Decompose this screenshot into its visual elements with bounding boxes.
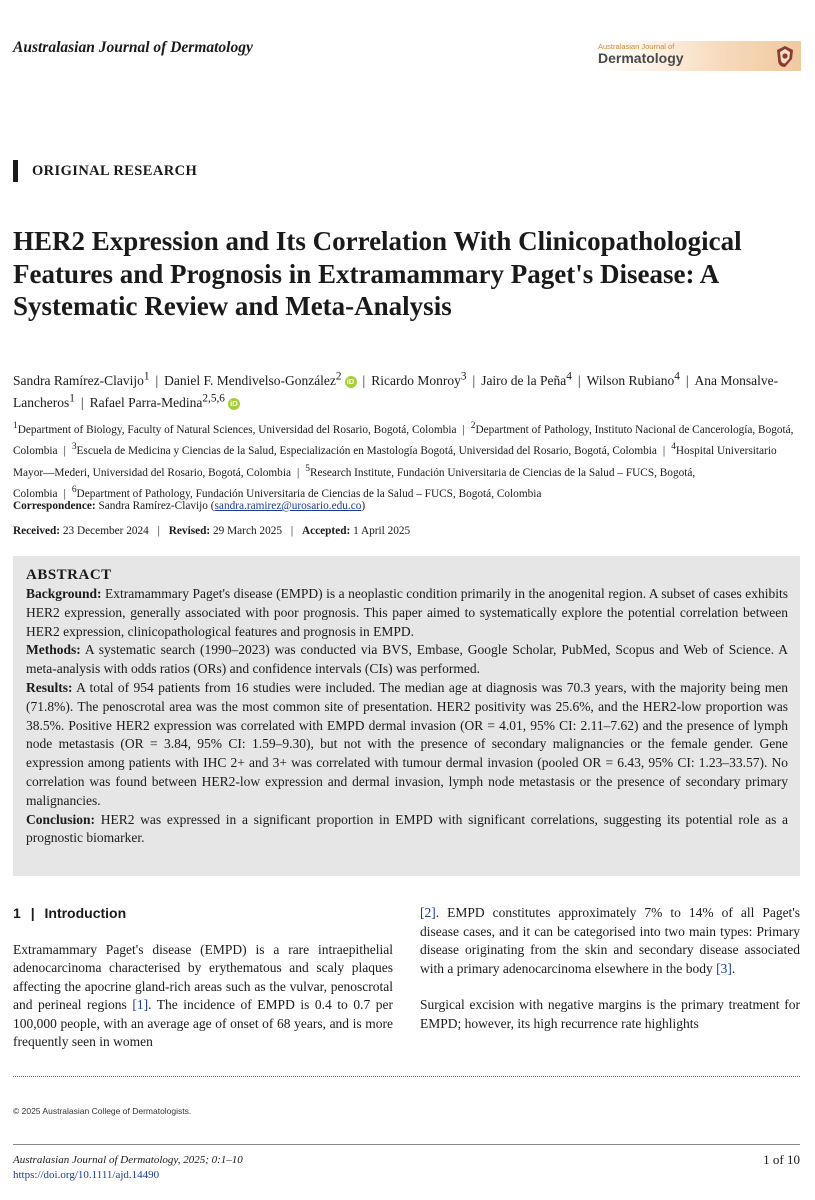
abstract-section-label: Methods: <box>26 642 81 658</box>
affiliation-text: Department of Biology, Faculty of Natural Sciences, Universidad del Rosario, Bogotá, Colombia <box>17 423 457 436</box>
author-affiliation-number: 2,5,6 <box>202 392 225 405</box>
author-list: Sandra Ramírez-Clavijo$^1$ | Daniel F. Mendivelso-González$^2$ iD | Ricardo Monroy$^3$ | Jairo de la Peña$^4$ | Wilson Rubiano$^4$ | Ana Monsalve-Lancheros$^1$ | Rafael Parra-Medina$^{2,5,6}$ iD <box>13 370 779 410</box>
abstract-section-label: Conclusion: <box>26 811 96 827</box>
author-affiliation-number: 1 <box>143 370 150 382</box>
footer-journal-ref: Australasian Journal of Dermatology, 2025; 0:1–10 <box>13 1154 243 1166</box>
citation-link[interactable]: [3] <box>716 960 732 976</box>
abstract-section <box>26 679 788 811</box>
citation-link[interactable]: [1] <box>132 997 149 1012</box>
author-affiliation-number: 1 <box>69 392 75 405</box>
abstract-section <box>26 641 788 679</box>
affiliation-number: 2 <box>470 421 476 431</box>
accepted-label: Accepted: <box>301 525 351 537</box>
citation-link[interactable]: [2] <box>420 905 436 920</box>
abstract-box <box>13 556 800 876</box>
author-affiliation-number: 4 <box>566 370 572 382</box>
abstract-section <box>26 811 788 849</box>
author <box>89 392 240 410</box>
author-name: Rafael Parra-Medina <box>89 395 203 410</box>
affiliation-number: 5 <box>305 464 310 475</box>
author-affiliation-number: 2 <box>335 370 342 382</box>
affiliation <box>71 485 542 501</box>
divider <box>13 1076 800 1077</box>
author <box>586 370 680 388</box>
author-name: Ana Monsalve-Lancheros <box>13 372 779 410</box>
doi-link[interactable]: https://doi.org/10.1111/ajd.14490 <box>13 1169 160 1181</box>
affiliation-number: 1 <box>13 421 18 431</box>
correspondence-name: Sandra Ramírez-Clavijo <box>98 500 208 512</box>
abstract-section-text: HER2 was expressed in a significant proportion in EMPD with significant correlations, suggesting its potential role as a prognostic biomarker. <box>26 811 789 846</box>
received-date: 23 December 2024 <box>62 525 149 537</box>
affiliation <box>13 421 457 436</box>
correspondence-email-link[interactable]: sandra.ramirez@urosario.edu.co <box>214 500 362 512</box>
author-affiliation-number: 4 <box>674 370 680 382</box>
affiliation-text: Research Institute, Fundación Universitaria de Ciencias de la Salud – FUCS, Bogotá, Colombia <box>13 466 696 501</box>
author-name: Sandra Ramírez-Clavijo <box>13 372 144 388</box>
intro-title: Introduction <box>44 905 127 921</box>
page-number: 1 of 10 <box>763 1152 800 1167</box>
orcid-icon[interactable]: iD <box>345 376 357 388</box>
abstract-section-label: Background: <box>26 586 102 601</box>
affiliations: $^1$Department of Biology, Faculty of Natural Sciences, Universidad del Rosario, Bogotá, Colombia | $^2$Department of Pathology, Instituto Nacional de Cancerología, Bogotá, Colombia | $^3$Escuela de Medicina y Ciencias de la Salud, Especialización en Mastología Bogotá, Universidad del Rosario, Bogotá, Colombia | $^4$Hospital Universitario Mayor—Mederi, Universidad del Rosario, Bogotá, Colombia | $^5$Research Institute, Fundación Universitaria de Ciencias de la Salud – FUCS, Bogotá, Colombia | $^6$Department of Pathology, Fundación Universitaria de Ciencias de la Salud – FUCS, Bogotá, Colombia <box>13 421 794 501</box>
affiliation-number: 4 <box>671 442 676 453</box>
intro-right-column <box>420 904 800 1051</box>
journal-logo <box>594 41 801 71</box>
intro-heading <box>13 904 393 923</box>
author-affiliation-number: 3 <box>460 370 467 382</box>
intro-number: 1 <box>13 905 21 921</box>
author-name: Wilson Rubiano <box>586 372 675 388</box>
intro-separator: | <box>30 905 35 921</box>
author-name: Jairo de la Peña <box>481 372 567 388</box>
author <box>481 370 572 388</box>
correspondence-label: Correspondence: <box>13 500 96 512</box>
affiliation-number: 6 <box>71 485 77 496</box>
received-label: Received: <box>13 525 61 537</box>
intro-paragraph: [2]. EMPD constitutes approximately 7% to 14% of all Paget's disease cases, and it can be categorised into two main types: Primary disease originating from the skin and secondary disease associated with a primary adenocarcinoma elsewhere in the body [3]. <box>420 905 800 976</box>
crest-icon <box>773 44 797 68</box>
abstract-section-text: A systematic search (1990–2023) was conducted via BVS, Embase, Google Scholar, PubMed, Scopus and Web of Science. A meta-analysis with odds ratios (ORs) and confidence intervals (CIs) was performed. <box>26 642 788 677</box>
affiliation-text: Department of Pathology, Fundación Universitaria de Ciencias de la Salud – FUCS, Bogotá, Colombia <box>76 488 542 501</box>
author <box>164 370 356 388</box>
abstract-heading: ABSTRACT <box>26 567 112 583</box>
affiliation-text: Department of Pathology, Instituto Nacional de Cancerología, Bogotá, Colombia <box>13 423 794 458</box>
affiliation-text: Escuela de Medicina y Ciencias de la Salud, Especialización en Mastología Bogotá, Universidad del Rosario, Bogotá, Colombia <box>76 445 657 458</box>
author-name: Ricardo Monroy <box>371 372 461 388</box>
accepted-date: 1 April 2025 <box>353 525 411 537</box>
footer-rule <box>13 1144 800 1145</box>
article-title: HER2 Expression and Its Correlation With Clinicopathological Features and Prognosis in Extramammary Paget's Disease: A Systematic Review and Meta-Analysis <box>13 226 742 321</box>
logo-line-1: Australasian Journal of <box>598 42 675 51</box>
orcid-icon[interactable]: iD <box>228 398 240 410</box>
intro-left-column <box>13 904 393 1070</box>
abstract-sections <box>26 585 788 848</box>
intro-paragraph: Extramammary Paget's disease (EMPD) is a rare intraepithelial adenocarcinoma characterised by erythematous and scaly plaques affecting the apocrine gland-rich areas such as the vulvar, penoscrotal and perineal regions [1]. The incidence of EMPD is 0.4 to 0.7 per 100,000 people, with an average age of onset of 68 years, and is more frequently seen in women <box>13 941 393 1049</box>
article-type-label: ORIGINAL RESEARCH <box>13 160 197 182</box>
affiliation-text: Hospital Universitario Mayor—Mederi, Universidad del Rosario, Bogotá, Colombia <box>13 445 777 479</box>
abstract-section-text: A total of 954 patients from 16 studies were included. The median age at diagnosis was 70.3 years, with the majority being men (71.8%). The penoscrotal area was the most common site of presentation. HER2 positivity was 25.6%, and the HER2-low proportion was 38.5%. Positive HER2 expression was correlated with EMPD dermal invasion (OR = 4.01, 95% CI: 2.11–7.62) and the presence of lymph node metastasis (OR = 3.84, 95% CI: 1.59–9.30), but not with the presence of secondary malignancies or the female gender. Gene expression among patients with IHC 2+ and 3+ was correlated with tumour dermal invasion (pooled OR = 6.43, 95% CI: 1.23–33.57). No correlation was found between HER2-low expression and dermal invasion, lymph node metastasis or the presence of secondary primary malignancies. <box>26 679 788 808</box>
author-name: Daniel F. Mendivelso-González <box>164 372 336 388</box>
abstract-section-text: Extramammary Paget's disease (EMPD) is a neoplastic condition primarily in the anogenital region. A subset of cases exhibits HER2 expression, generally associated with poor prognosis. This paper aimed to systematically explore the potential correlation between HER2 expression, clinicopathological features and prognosis in EMPD. <box>26 586 788 639</box>
article-dates: Received: 23 December 2024 | Revised: 29 March 2025 | Accepted: 1 April 2025 <box>13 525 411 537</box>
intro-paragraph: Surgical excision with negative margins is the primary treatment for EMPD; however, its high recurrence rate highlights <box>420 997 800 1031</box>
journal-header-title: Australasian Journal of Dermatology <box>13 39 253 56</box>
logo-line-2: Dermatology <box>598 50 684 66</box>
author <box>371 370 467 388</box>
abstract-section <box>26 585 788 641</box>
correspondence: Correspondence: Sandra Ramírez-Clavijo (sandra.ramirez@urosario.edu.co) <box>13 500 366 512</box>
affiliation <box>71 442 657 458</box>
author <box>13 370 150 388</box>
revised-date: 29 March 2025 <box>213 525 283 537</box>
abstract-section-label: Results: <box>26 679 73 695</box>
revised-label: Revised: <box>168 525 211 537</box>
copyright: © 2025 Australasian College of Dermatologists. <box>13 1106 192 1116</box>
affiliation-number: 3 <box>71 442 77 453</box>
